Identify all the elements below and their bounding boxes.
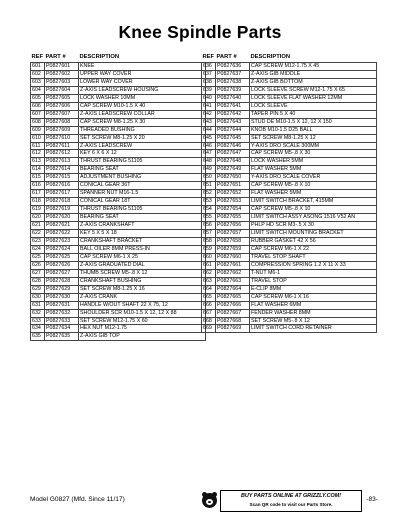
ref-cell: 604 [31, 86, 45, 94]
part-number-cell: P0827645 [216, 134, 250, 142]
ref-cell: 628 [31, 277, 45, 285]
description-cell: LIMIT SWITCH MOUNTING BRACKET [250, 230, 377, 238]
description-cell: Z-AXIS GIB BOTTOM [250, 78, 377, 86]
part-number-cell: P0827668 [216, 317, 250, 325]
part-number-cell: P0827625 [45, 253, 79, 261]
part-number-cell: P0827635 [45, 333, 79, 341]
description-cell: LOCK SLEEVE FLAT WASHER 12MM [250, 94, 377, 102]
ref-cell: 643 [202, 118, 216, 126]
ref-cell: 667 [202, 309, 216, 317]
table-row [31, 166, 206, 174]
table-row [202, 237, 377, 245]
ref-cell: 611 [31, 142, 45, 150]
table-row [202, 182, 377, 190]
description-cell: SET SCREW M8-1.25 X 16 [79, 285, 206, 293]
ref-cell: 621 [31, 222, 45, 230]
ref-cell: 655 [202, 214, 216, 222]
description-cell: KNEE [79, 63, 206, 71]
description-cell: THUMB SCREW M5-.8 X 12 [79, 269, 206, 277]
description-cell: FLAT WASHER 6MM [250, 301, 377, 309]
ref-cell: 651 [202, 182, 216, 190]
table-row [202, 63, 377, 71]
ref-cell: 636 [202, 63, 216, 71]
description-cell: FLAT WASHER 5MM [250, 190, 377, 198]
table-row [31, 63, 206, 71]
description-cell: Z-AXIS LEADSCREW HOUSING [79, 86, 206, 94]
part-number-cell: P0827657 [216, 230, 250, 238]
ref-cell: 623 [31, 237, 45, 245]
table-row [31, 245, 206, 253]
part-number-cell: P0827621 [45, 222, 79, 230]
table-row [31, 269, 206, 277]
ref-cell: 608 [31, 118, 45, 126]
table-row [202, 206, 377, 214]
ref-cell: 653 [202, 198, 216, 206]
ref-cell: 645 [202, 134, 216, 142]
part-number-cell: P0827664 [216, 285, 250, 293]
table-row [31, 198, 206, 206]
table-row [202, 102, 377, 110]
table-row [202, 222, 377, 230]
table-row [202, 285, 377, 293]
table-row [31, 86, 206, 94]
table-row [31, 317, 206, 325]
description-cell: HANDLE W/OUT SHAFT 22 X 75, 12 [79, 301, 206, 309]
part-number-cell: P0827640 [216, 94, 250, 102]
part-number-cell: P0827623 [45, 237, 79, 245]
part-number-cell: P0827666 [216, 301, 250, 309]
part-number-cell: P0827669 [216, 325, 250, 333]
part-number-cell: P0827637 [216, 70, 250, 78]
model-label: Model G0827 (Mfd. Since 11/17) [30, 496, 125, 503]
ref-cell: 660 [202, 253, 216, 261]
table-row [202, 269, 377, 277]
ref-cell: 646 [202, 142, 216, 150]
part-number-cell: P0827618 [45, 198, 79, 206]
ref-cell: 649 [202, 166, 216, 174]
table-row [202, 198, 377, 206]
table-row [202, 94, 377, 102]
description-cell: CRANKSHAFT BUSHING [79, 277, 206, 285]
part-number-cell: P0827660 [216, 253, 250, 261]
part-number-cell: P0827643 [216, 118, 250, 126]
ref-cell: 650 [202, 174, 216, 182]
part-number-cell: P0827644 [216, 126, 250, 134]
ref-cell: 615 [31, 174, 45, 182]
table-row [202, 70, 377, 78]
part-number-cell: P0827620 [45, 214, 79, 222]
description-cell: KEY 6 X 6 X 12 [79, 150, 206, 158]
part-number-cell: P0827632 [45, 309, 79, 317]
description-cell: HEX NUT M12-1.75 [79, 325, 206, 333]
table-row [31, 118, 206, 126]
part-number-cell: P0827651 [216, 182, 250, 190]
table-row [202, 86, 377, 94]
ref-cell: 658 [202, 237, 216, 245]
ref-cell: 642 [202, 110, 216, 118]
table-row [31, 277, 206, 285]
part-number-cell: P0827639 [216, 86, 250, 94]
ref-cell: 647 [202, 150, 216, 158]
description-cell: Z-AXIS GIB MIDDLE [250, 70, 377, 78]
table-row [202, 253, 377, 261]
description-cell: UPPER WAY COVER [79, 70, 206, 78]
ref-cell: 613 [31, 158, 45, 166]
part-number-cell: P0827628 [45, 277, 79, 285]
table-row [31, 150, 206, 158]
ref-cell: 620 [31, 214, 45, 222]
table-row [202, 301, 377, 309]
part-number-cell: P0827609 [45, 126, 79, 134]
ref-cell: 617 [31, 190, 45, 198]
description-cell: CONICAL GEAR 18T [79, 198, 206, 206]
part-number-cell: P0827610 [45, 134, 79, 142]
part-number-cell: P0827653 [216, 198, 250, 206]
description-cell: LOCK WASHER 10MM [79, 94, 206, 102]
table-row [31, 285, 206, 293]
description-header: DESCRIPTION [79, 54, 120, 60]
ref-cell: 641 [202, 102, 216, 110]
table-row [31, 293, 206, 301]
part-header: PART # [216, 54, 237, 60]
description-cell: CAP SCREW M12-1.75 X 45 [250, 63, 377, 71]
part-number-cell: P0827650 [216, 174, 250, 182]
table-row [202, 317, 377, 325]
table-row [31, 214, 206, 222]
bear-logo-icon [202, 493, 217, 508]
table-row [202, 214, 377, 222]
table-row [202, 78, 377, 86]
ref-cell: 619 [31, 206, 45, 214]
ref-cell: 610 [31, 134, 45, 142]
ref-cell: 669 [202, 325, 216, 333]
table-row [202, 150, 377, 158]
ref-cell: 639 [202, 86, 216, 94]
ref-cell: 662 [202, 269, 216, 277]
description-cell: CAP SCREW M5-.8 X 10 [250, 206, 377, 214]
description-cell: E-CLIP 8MM [250, 285, 377, 293]
table-row [31, 309, 206, 317]
part-number-cell: P0827654 [216, 206, 250, 214]
table-row [31, 230, 206, 238]
ref-cell: 663 [202, 277, 216, 285]
buy-parts-badge[interactable] [220, 490, 362, 512]
ref-cell: 666 [202, 301, 216, 309]
table-row [31, 94, 206, 102]
part-number-cell: P0827607 [45, 110, 79, 118]
ref-cell: 629 [31, 285, 45, 293]
part-number-cell: P0827636 [216, 63, 250, 71]
ref-header: REF [31, 54, 44, 60]
part-number-cell: P0827652 [216, 190, 250, 198]
page-title: Knee Spindle Parts [118, 22, 282, 42]
ref-cell: 640 [202, 94, 216, 102]
ref-cell: 626 [31, 261, 45, 269]
part-number-cell: P0827633 [45, 317, 79, 325]
table-row [31, 102, 206, 110]
ref-cell: 635 [31, 333, 45, 341]
description-cell: TRAVEL STOP [250, 277, 377, 285]
description-cell: CRANKSHAFT BRACKET [79, 237, 206, 245]
description-cell: TRAVEL STOP SHAFT [250, 253, 377, 261]
ref-cell: 656 [202, 222, 216, 230]
part-number-cell: P0827642 [216, 110, 250, 118]
table-row [202, 142, 377, 150]
part-number-cell: P0827622 [45, 230, 79, 238]
description-cell: LIMIT SWITCH BRACKET, 415MM [250, 198, 377, 206]
description-cell: CAP SCREW M6-1 X 16 [250, 293, 377, 301]
description-cell: SET SCREW M8-1.25 X 12 [250, 134, 377, 142]
part-number-cell: P0827656 [216, 222, 250, 230]
table-row [202, 174, 377, 182]
table-row [31, 174, 206, 182]
description-cell: LOCK SLEEVE [250, 102, 377, 110]
ref-cell: 618 [31, 198, 45, 206]
ref-cell: 652 [202, 190, 216, 198]
ref-cell: 632 [31, 309, 45, 317]
table-row [31, 134, 206, 142]
parts-table-left [30, 53, 206, 341]
description-cell: TAPER PIN 5 X 40 [250, 110, 377, 118]
description-header: DESCRIPTION [250, 54, 291, 60]
ref-cell: 601 [31, 63, 45, 71]
part-number-cell: P0827638 [216, 78, 250, 86]
table-row [31, 158, 206, 166]
part-number-cell: P0827648 [216, 158, 250, 166]
part-number-cell: P0827647 [216, 150, 250, 158]
part-number-cell: P0827655 [216, 214, 250, 222]
buy-parts-text: BUY PARTS ONLINE AT GRIZZLY.COM! [240, 493, 342, 499]
table-row [31, 182, 206, 190]
table-row [31, 142, 206, 150]
table-row [31, 333, 206, 341]
ref-cell: 609 [31, 126, 45, 134]
table-row [31, 110, 206, 118]
part-number-cell: P0827611 [45, 142, 79, 150]
description-cell: LIMIT SWITCH ASSY ASONG 1516 V52 AN [250, 214, 377, 222]
table-row [31, 126, 206, 134]
ref-cell: 612 [31, 150, 45, 158]
ref-cell: 659 [202, 245, 216, 253]
table-row [202, 245, 377, 253]
ref-cell: 633 [31, 317, 45, 325]
part-number-cell: P0827616 [45, 182, 79, 190]
table-row [31, 78, 206, 86]
parts-table-right [201, 53, 377, 333]
ref-cell: 630 [31, 293, 45, 301]
ref-cell: 665 [202, 293, 216, 301]
description-cell: LIMIT SWITCH CORD RETAINER [250, 325, 377, 333]
description-cell: BEARING SEAT [79, 214, 206, 222]
part-header: PART # [45, 54, 66, 60]
part-number-cell: P0827608 [45, 118, 79, 126]
part-number-cell: P0827614 [45, 166, 79, 174]
description-cell: COMPRESSION SPRING 1.2 X 11 X 33 [250, 261, 377, 269]
description-cell: THREADED BUSHING [79, 126, 206, 134]
part-number-cell: P0827659 [216, 245, 250, 253]
table-row [202, 118, 377, 126]
table-row [202, 134, 377, 142]
description-cell: CAP SCREW M6-1 X 22 [250, 245, 377, 253]
ref-cell: 668 [202, 317, 216, 325]
description-cell: PHLP HD SCR M3-.5 X 30 [250, 222, 377, 230]
description-cell: CONICAL GEAR 36T [79, 182, 206, 190]
table-row [202, 309, 377, 317]
part-number-cell: P0827602 [45, 70, 79, 78]
ref-cell: 603 [31, 78, 45, 86]
description-cell: ADJUSTMENT BUSHING [79, 174, 206, 182]
part-number-cell: P0827603 [45, 78, 79, 86]
ref-cell: 644 [202, 126, 216, 134]
description-cell: THRUST BEARING 51105 [79, 158, 206, 166]
ref-cell: 637 [202, 70, 216, 78]
description-cell: FLAT WASHER 5MM [250, 166, 377, 174]
table-row [31, 190, 206, 198]
table-row [31, 301, 206, 309]
part-number-cell: P0827662 [216, 269, 250, 277]
part-number-cell: P0827615 [45, 174, 79, 182]
part-number-cell: P0827641 [216, 102, 250, 110]
ref-cell: 661 [202, 261, 216, 269]
part-number-cell: P0827646 [216, 142, 250, 150]
ref-cell: 616 [31, 182, 45, 190]
description-cell: KNOB M10-1.5 D25 BALL [250, 126, 377, 134]
ref-cell: 625 [31, 253, 45, 261]
description-cell: SET SCREW M12-1.75 X 60 [79, 317, 206, 325]
table-header-row [202, 53, 377, 63]
ref-cell: 664 [202, 285, 216, 293]
description-cell: Z-AXIS CRANK [79, 293, 206, 301]
description-cell: LOCK WASHER 5MM [250, 158, 377, 166]
description-cell: Z-AXIS GIB TOP [79, 333, 206, 341]
part-number-cell: P0827624 [45, 245, 79, 253]
table-row [31, 253, 206, 261]
ref-cell: 607 [31, 110, 45, 118]
description-cell: BALL OILER 8MM PRESS-IN [79, 245, 206, 253]
table-row [202, 126, 377, 134]
table-header-row [31, 53, 206, 63]
part-number-cell: P0827604 [45, 86, 79, 94]
page-number: -83- [366, 496, 378, 503]
ref-cell: 624 [31, 245, 45, 253]
table-row [202, 166, 377, 174]
ref-cell: 614 [31, 166, 45, 174]
description-cell: SET SCREW M8-1.25 X 20 [79, 134, 206, 142]
part-number-cell: P0827613 [45, 158, 79, 166]
part-number-cell: P0827617 [45, 190, 79, 198]
description-cell: Z-AXIS GRADUATED DIAL [79, 261, 206, 269]
description-cell: CAP SCREW M8-1.25 X 30 [79, 118, 206, 126]
description-cell: Y-AXIS DRO SCALE 300MM [250, 142, 377, 150]
description-cell: CAP SCREW M6-1 X 25 [79, 253, 206, 261]
description-cell: CAP SCREW M5-.8 X 10 [250, 182, 377, 190]
part-number-cell: P0827627 [45, 269, 79, 277]
description-cell: Z-AXIS CRANKSHAFT [79, 222, 206, 230]
table-row [202, 190, 377, 198]
ref-cell: 648 [202, 158, 216, 166]
table-row [202, 110, 377, 118]
part-number-cell: P0827649 [216, 166, 250, 174]
part-number-cell: P0827605 [45, 94, 79, 102]
description-cell: THRUST BEARING 51105 [79, 206, 206, 214]
table-row [31, 325, 206, 333]
ref-cell: 638 [202, 78, 216, 86]
table-row [202, 325, 377, 333]
table-row [202, 293, 377, 301]
description-cell: CAP SCREW M10-1.5 X 40 [79, 102, 206, 110]
ref-cell: 602 [31, 70, 45, 78]
ref-cell: 657 [202, 230, 216, 238]
part-number-cell: P0827629 [45, 285, 79, 293]
part-number-cell: P0827606 [45, 102, 79, 110]
description-cell: FENDER WASHER 8MM [250, 309, 377, 317]
ref-cell: 605 [31, 94, 45, 102]
table-row [31, 70, 206, 78]
table-row [202, 230, 377, 238]
description-cell: Z-AXIS LEADSCREW COLLAR [79, 110, 206, 118]
part-number-cell: P0827626 [45, 261, 79, 269]
part-number-cell: P0827658 [216, 237, 250, 245]
part-number-cell: P0827612 [45, 150, 79, 158]
table-row [202, 261, 377, 269]
ref-cell: 606 [31, 102, 45, 110]
description-cell: BEARING SEAT [79, 166, 206, 174]
part-number-cell: P0827630 [45, 293, 79, 301]
part-number-cell: P0827667 [216, 309, 250, 317]
description-cell: RUBBER GASKET 42 X 56 [250, 237, 377, 245]
table-row [31, 261, 206, 269]
part-number-cell: P0827665 [216, 293, 250, 301]
description-cell: STUD DE M10-1.5 X 12, 12 X 150 [250, 118, 377, 126]
description-cell: SHOULDER SCR M10-1.5 X 12, 12 X 88 [79, 309, 206, 317]
page-footer [30, 490, 378, 510]
description-cell: T-NUT M6-1 [250, 269, 377, 277]
part-number-cell: P0827661 [216, 261, 250, 269]
table-row [31, 206, 206, 214]
scan-qr-text: Scan QR code to visit our Parts Store. [249, 502, 333, 507]
description-cell: LOCK SLEEVE SCREW M12-1.75 X 65 [250, 86, 377, 94]
ref-cell: 631 [31, 301, 45, 309]
part-number-cell: P0827663 [216, 277, 250, 285]
table-row [202, 158, 377, 166]
table-row [31, 237, 206, 245]
table-row [31, 222, 206, 230]
description-cell: CAP SCREW M5-.8 X 30 [250, 150, 377, 158]
ref-cell: 622 [31, 230, 45, 238]
part-number-cell: P0827601 [45, 63, 79, 71]
table-row [202, 277, 377, 285]
ref-header: REF [202, 54, 215, 60]
description-cell: Z-AXIS LEADSCREW [79, 142, 206, 150]
description-cell: LOWER WAY COVER [79, 78, 206, 86]
description-cell: SET SCREW M5-.8 X 12 [250, 317, 377, 325]
description-cell: SPANNER NUT M16-1.5 [79, 190, 206, 198]
description-cell: KEY 5 X 5 X 18 [79, 230, 206, 238]
ref-cell: 627 [31, 269, 45, 277]
ref-cell: 654 [202, 206, 216, 214]
part-number-cell: P0827634 [45, 325, 79, 333]
ref-cell: 634 [31, 325, 45, 333]
part-number-cell: P0827631 [45, 301, 79, 309]
part-number-cell: P0827619 [45, 206, 79, 214]
description-cell: Y-AXIS DRO SCALE COVER [250, 174, 377, 182]
